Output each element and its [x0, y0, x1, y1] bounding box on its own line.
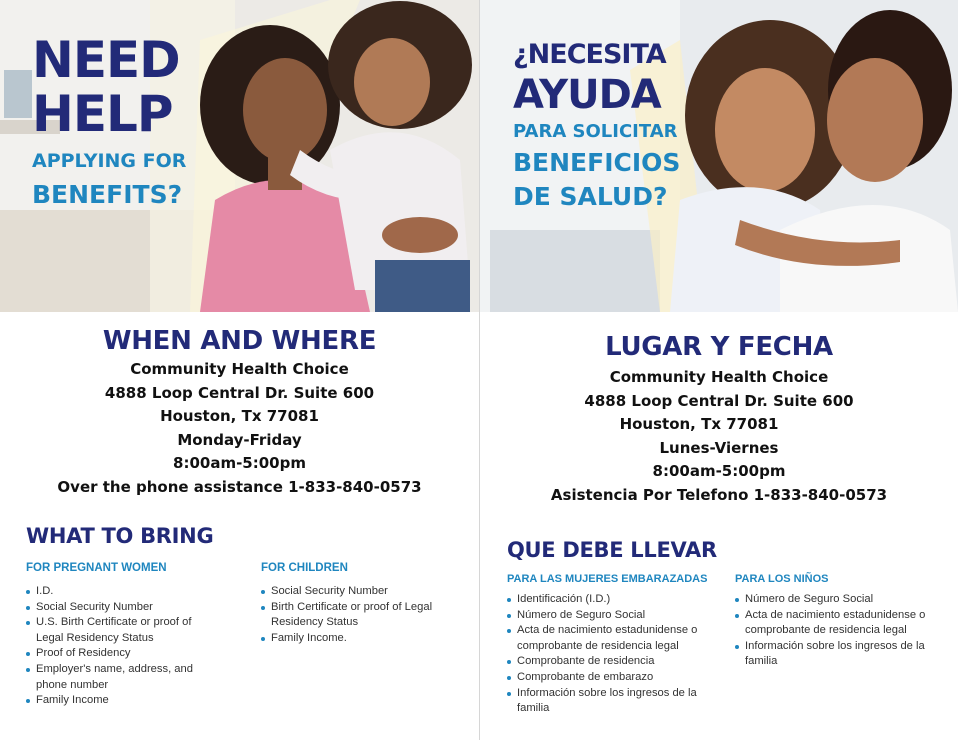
days-line: Monday-Friday	[177, 430, 302, 449]
headline-applying-for: APPLYING FOR	[32, 150, 187, 172]
list-item: Acta de nacimiento estadunidense o comprobante de residencia legal	[507, 623, 707, 654]
headline-necesita: ¿NECESITA	[513, 39, 666, 70]
pregnant-women-list	[26, 584, 216, 709]
que-debe-llevar-title: QUE DEBE LLEVAR	[507, 538, 717, 562]
children-title: FOR CHILDREN	[261, 562, 348, 574]
hours-line: 8:00am-5:00pm	[652, 462, 786, 480]
address-line: 4888 Loop Central Dr. Suite 600	[104, 383, 375, 402]
when-where-info	[0, 358, 479, 499]
english-hero-photo	[0, 0, 479, 312]
list-item: Birth Certificate or proof of Legal Residency Status	[261, 600, 461, 631]
headline-help: HELP	[32, 85, 173, 143]
what-to-bring-title: WHAT TO BRING	[26, 524, 214, 548]
list-item: I.D.	[26, 584, 216, 600]
days-line: Lunes-Viernes	[659, 438, 779, 457]
pregnant-women-title: FOR PREGNANT WOMEN	[26, 562, 167, 574]
mujeres-embarazadas-list	[507, 592, 707, 717]
hours-line: 8:00am-5:00pm	[173, 454, 306, 472]
city-line: Houston, Tx 77081	[160, 407, 319, 425]
mujeres-embarazadas-title: PARA LAS MUJERES EMBARAZADAS	[507, 573, 708, 585]
list-item: Proof of Residency	[26, 646, 216, 662]
spanish-panel	[480, 0, 958, 740]
phone-line: Over the phone assistance 1-833-840-0573	[57, 477, 422, 496]
headline-de-salud: DE SALUD?	[513, 182, 668, 211]
headline-ayuda: AYUDA	[513, 72, 661, 118]
ninos-title: PARA LOS NIÑOS	[735, 573, 829, 585]
lugar-fecha-info	[480, 366, 958, 507]
headline-para-solicitar: PARA SOLICITAR	[513, 121, 678, 142]
list-item: Información sobre los ingresos de la familia	[507, 686, 707, 717]
address-line: 4888 Loop Central Dr. Suite 600	[584, 391, 854, 410]
list-item: Identificación (I.D.)	[507, 592, 707, 608]
org-name: Community Health Choice	[609, 368, 829, 386]
list-item: Employer's name, address, and phone number	[26, 662, 216, 693]
list-item: Family Income.	[261, 631, 461, 647]
children-list	[261, 584, 461, 646]
ninos-list	[735, 592, 940, 670]
list-item: Family Income	[26, 693, 216, 709]
headline-beneficios: BENEFICIOS	[513, 148, 681, 177]
list-item: Acta de nacimiento estadunidense o comprobante de residencia legal	[735, 608, 940, 639]
headline-benefits: BENEFITS?	[32, 180, 183, 209]
headline-need: NEED	[32, 31, 180, 89]
list-item: Social Security Number	[261, 584, 461, 600]
org-name: Community Health Choice	[130, 360, 349, 378]
when-where-title: WHEN AND WHERE	[102, 326, 377, 356]
list-item: Número de Seguro Social	[735, 592, 940, 608]
list-item: Comprobante de residencia	[507, 654, 707, 670]
lugar-fecha-title: LUGAR Y FECHA	[605, 332, 833, 362]
list-item: Información sobre los ingresos de la familia	[735, 639, 940, 670]
list-item: Comprobante de embarazo	[507, 670, 707, 686]
list-item: Social Security Number	[26, 600, 216, 616]
city-line: Houston, Tx 77081	[619, 415, 779, 433]
phone-line: Asistencia Por Telefono 1-833-840-0573	[550, 485, 888, 504]
list-item: U.S. Birth Certificate or proof of Legal Residency Status	[26, 615, 216, 646]
list-item: Número de Seguro Social	[507, 608, 707, 624]
spanish-hero-photo	[480, 0, 958, 312]
